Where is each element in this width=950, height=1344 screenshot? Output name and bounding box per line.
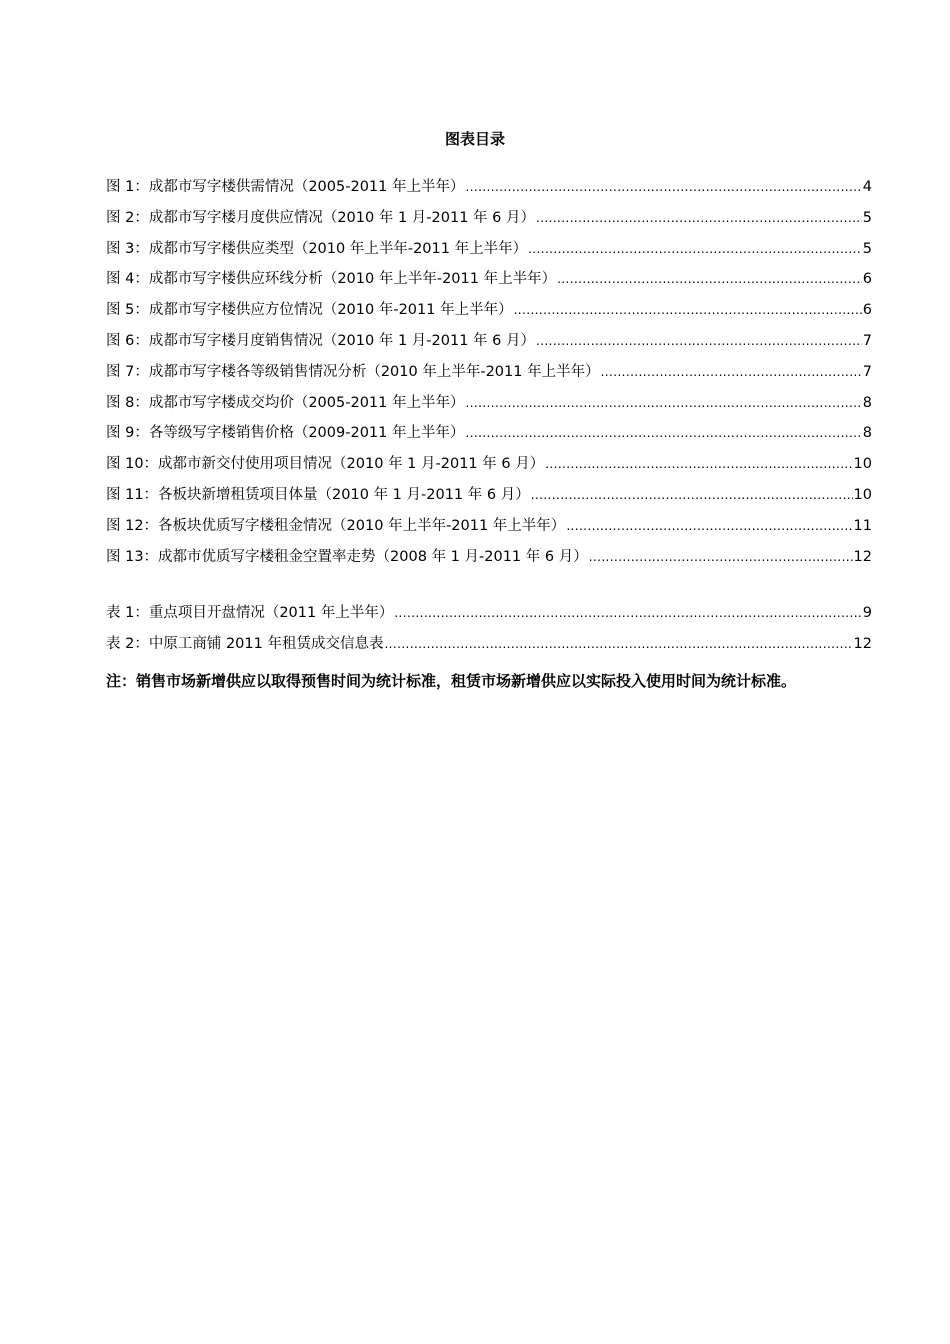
toc-entry[interactable] (106, 300, 872, 331)
dot-leader (601, 362, 862, 382)
page-number: 7 (862, 332, 872, 349)
dot-leader (557, 269, 862, 289)
toc-entry[interactable] (106, 423, 872, 454)
entry-label: 图 5：成都市写字楼供应方位情况（2010 年-2011 年上半年） (106, 302, 513, 319)
entry-label: 图 12：各板块优质写字楼租金情况（2010 年上半年-2011 年上半年） (106, 517, 566, 534)
page-number: 10 (853, 456, 872, 473)
toc-entry[interactable] (106, 269, 872, 300)
entry-label: 图 8：成都市写字楼成交均价（2005-2011 年上半年） (106, 394, 465, 411)
dot-leader (589, 547, 853, 567)
toc-entry[interactable] (106, 239, 872, 270)
entry-label: 表 1：重点项目开盘情况（2011 年上半年） (106, 605, 394, 621)
page-number: 5 (862, 209, 872, 226)
entry-label: 图 13：成都市优质写字楼租金空置率走势（2008 年 1 月-2011 年 6 月） (106, 548, 588, 565)
dot-leader (394, 603, 861, 623)
page-title: 图表目录 (444, 130, 505, 148)
page-number: 11 (853, 517, 872, 534)
entry-label: 图 10：成都市新交付使用项目情况（2010 年 1 月-2011 年 6 月） (106, 456, 545, 473)
toc-entry[interactable] (106, 393, 872, 424)
page-number: 12 (853, 635, 872, 652)
dot-leader (384, 634, 852, 654)
toc-entry[interactable] (106, 485, 872, 516)
page-number: 6 (862, 302, 872, 319)
entry-label: 图 9：各等级写字楼销售价格（2009-2011 年上半年） (106, 425, 465, 442)
entry-label: 图 4：成都市写字楼供应环线分析（2010 年上半年-2011 年上半年） (106, 271, 557, 288)
toc-entry[interactable] (106, 516, 872, 547)
dot-leader (465, 393, 861, 413)
dot-leader (531, 485, 853, 505)
toc-entry[interactable] (106, 634, 872, 665)
page-number: 9 (862, 605, 872, 621)
dot-leader (536, 208, 862, 228)
toc-entry[interactable] (106, 362, 872, 393)
toc-entry[interactable] (106, 547, 872, 578)
page-number: 5 (862, 240, 872, 257)
page-number: 10 (853, 486, 872, 503)
toc-entry[interactable] (106, 603, 872, 634)
dot-leader (514, 300, 862, 320)
toc-entry[interactable] (106, 331, 872, 362)
entry-label: 图 2：成都市写字楼月度供应情况（2010 年 1 月-2011 年 6 月） (106, 209, 535, 226)
dot-leader (545, 454, 852, 474)
page-number: 6 (862, 271, 872, 288)
page-number: 8 (862, 425, 872, 442)
toc-entry[interactable] (106, 454, 872, 485)
page-number: 7 (862, 363, 872, 380)
dot-leader (465, 423, 861, 443)
dot-leader (536, 331, 862, 351)
page-number: 12 (853, 548, 872, 565)
dot-leader (566, 516, 852, 536)
dot-leader (465, 177, 861, 197)
entry-label: 表 2：中原工商铺 2011 年租赁成交信息表 (106, 635, 384, 652)
entry-label: 图 3：成都市写字楼供应类型（2010 年上半年-2011 年上半年） (106, 240, 528, 257)
entry-label: 图 7：成都市写字楼各等级销售情况分析（2010 年上半年-2011 年上半年） (106, 363, 600, 380)
page-number: 8 (862, 394, 872, 411)
dot-leader (528, 239, 862, 259)
entry-label: 图 6：成都市写字楼月度销售情况（2010 年 1 月-2011 年 6 月） (106, 332, 535, 349)
page-number: 4 (862, 179, 872, 195)
entry-label: 图 11：各板块新增租赁项目体量（2010 年 1 月-2011 年 6 月） (106, 486, 530, 503)
entry-label: 图 1：成都市写字楼供需情况（2005-2011 年上半年） (106, 179, 465, 195)
table-list (106, 603, 872, 665)
toc-entry[interactable] (106, 208, 872, 239)
toc-entry[interactable] (106, 177, 872, 208)
figure-list (106, 177, 872, 577)
footnote: 注：销售市场新增供应以取得预售时间为统计标准，租赁市场新增供应以实际投入使用时间为统计标准。 (106, 672, 797, 690)
